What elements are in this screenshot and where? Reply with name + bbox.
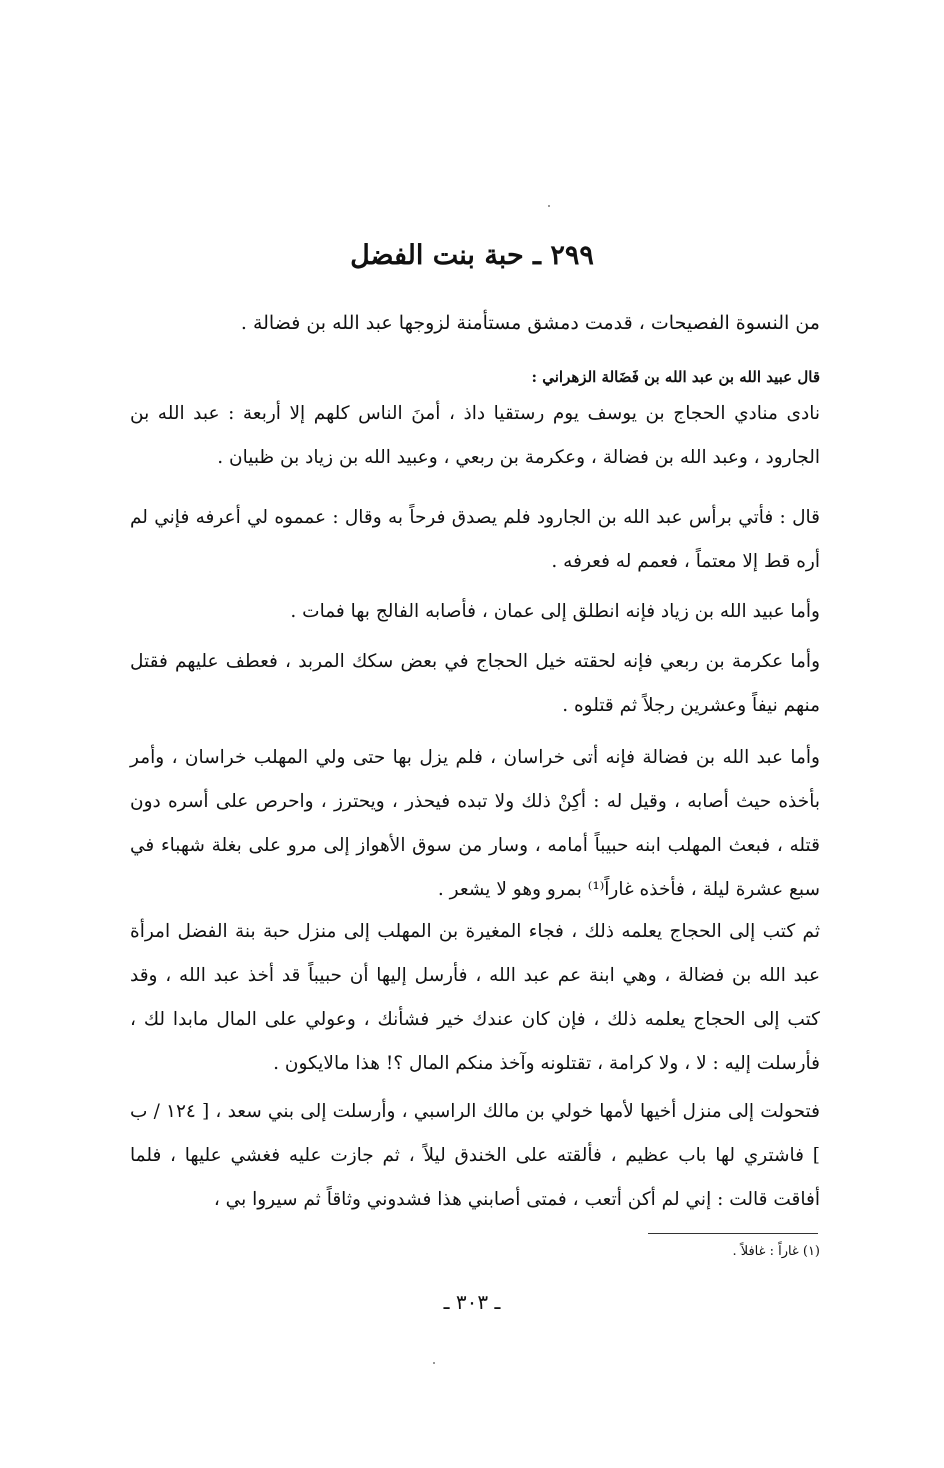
scan-speck [433,1362,435,1364]
entry-title: ٢٩٩ ـ حبة بنت الفضل [350,240,594,271]
paragraph: وأما عبد الله بن فضالة فإنه أتى خراسان ، فلم يزل بها حتى ولي المهلب خراسان ، وأمر بأخذه حيث أصابه ، وقيل له : أكِنْ ذلك ولا تبده فيحذر ، ويحترز ، واحرص على أسره دون قتله ، فبعث المهلب ابنه حبيباً أمامه ، وسار من سوق الأهواز إلى مرو على بغلة شهباء في سبع عشرة ليلة ، فأخذه غاراً⁽¹⁾ بمرو وهو لا يشعر . [130,747,820,900]
entry-intro: من النسوة الفصيحات ، قدمت دمشق مستأمنة لزوجها عبد الله بن فضالة . [240,312,820,334]
paragraph: نادى منادي الحجاج بن يوسف يوم رستقيا داذ ، أمنَ الناس كلهم إلا أربعة : عبد الله بن الجارود ، وعبد الله بن فضالة ، وعكرمة بن ربعي ، وعبيد الله بن زياد بن ظبيان . [130,403,820,468]
footnote: (١) غاراً : غافلاً . [732,1244,820,1259]
page-number: ـ ٣٠٣ ـ [443,1290,501,1314]
paragraph: ثم كتب إلى الحجاج يعلمه ذلك ، فجاء المغيرة بن المهلب إلى منزل حبة بنة الفضل امرأة عبد الله بن فضالة ، وهي ابنة عم عبد الله ، فأرسل إليها أن حبيباً قد أخذ عبد الله ، وقد كتب إلى الحجاج يعلمه ذلك ، فإن كان عندك خير فشأنك ، وعولي على المال مابدا لك ، فأرسلت إليه : لا ، ولا كرامة ، تقتلونه وآخذ منكم المال ؟! هذا مالايكون . [130,921,820,1074]
narrator-line: قال عبيد الله بن عبد الله بن فَضَالة الزهراني : [531,368,820,386]
paragraph: قال : فأتي برأس عبد الله بن الجارود فلم يصدق فرحاً به وقال : عمموه لي أعرفه فإني لم أره قط إلا معتماً ، فعمم له فعرفه . [130,507,820,572]
footnote-divider [648,1233,818,1234]
paragraph: فتحولت إلى منزل أخيها لأمها خولي بن مالك الراسبي ، وأرسلت إلى بني سعد ، [ ١٢٤ / ب ] فاشتري لها باب عظيم ، فألقته على الخندق ليلاً ، ثم جازت عليه فغشي عليها ، فلما أفاقت قالت : إني لم أكن أتعب ، فمتى أصابني هذا فشدوني وثاقاً ثم سيروا بي ، [130,1101,820,1210]
paragraph: وأما عبيد الله بن زياد فإنه انطلق إلى عمان ، فأصابه الفالج بها فمات . [290,601,820,622]
paragraph: وأما عكرمة بن ربعي فإنه لحقته خيل الحجاج في بعض سكك المربد ، فعطف عليهم فقتل منهم نيفاً وعشرين رجلاً ثم قتلوه . [130,651,820,716]
scan-speck [548,205,550,207]
